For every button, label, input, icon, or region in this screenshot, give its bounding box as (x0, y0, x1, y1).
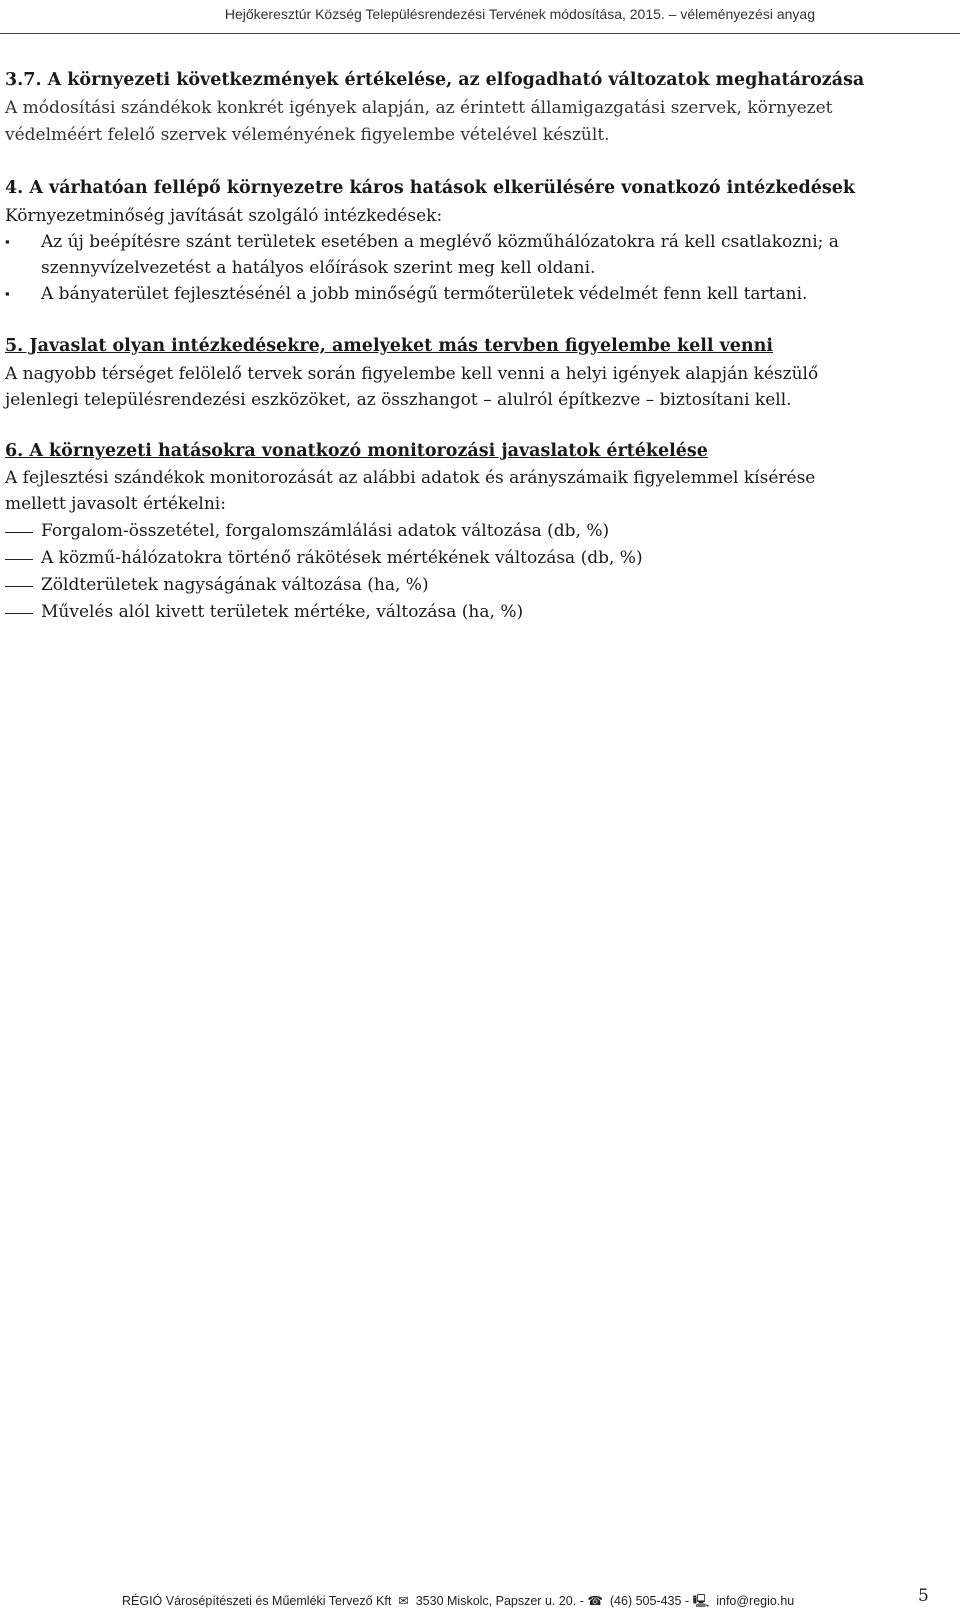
dash-bullet-icon (5, 532, 33, 533)
section-4-bullet-1-line-2: szennyvízelvezetést a hatályos előírások szerint meg kell oldani. (41, 258, 596, 278)
section-4-bullet-1-line-1: Az új beépítésre szánt területek esetében a meglévő közműhálózatokra rá kell csatlakozni; a (41, 232, 839, 252)
section-6-item-1: Forgalom-összetétel, forgalomszámlálási adatok változása (db, %) (41, 521, 610, 541)
square-bullet-icon: ▪ (5, 234, 10, 249)
section-3-7-heading: 3.7. A környezeti következmények értékelése, az elfogadható változatok meghatározása (5, 70, 865, 90)
dash-bullet-icon (5, 586, 33, 587)
dash-bullet-icon (5, 613, 33, 614)
section-5-line-2: jelenlegi településrendezési eszközöket, az összhangot – alulról építkezve – biztosítani kell. (5, 390, 792, 410)
page-footer (0, 1584, 960, 1617)
section-6-item-3: Zöldterületek nagyságának változása (ha, %) (41, 575, 429, 595)
footer-company: RÉGIÓ Városépítészeti és Műemléki Tervező Kft (122, 1594, 392, 1608)
section-6-item-4: Művelés alól kivett területek mértéke, változása (ha, %) (41, 602, 524, 622)
page-header (0, 0, 960, 34)
footer-email[interactable]: info@regio.hu (716, 1594, 795, 1608)
section-3-7-line-2: védelméért felelő szervek véleményének figyelembe vételével készült. (5, 125, 610, 145)
footer-phone: (46) 505-435 (609, 1594, 682, 1608)
computer-icon: 🖳 (692, 1594, 713, 1608)
footer-address: 3530 Miskolc, Papszer u. 20. (415, 1594, 577, 1608)
section-5-heading: 5. Javaslat olyan intézkedésekre, amelyeket más tervben figyelembe kell venni (5, 336, 773, 356)
square-bullet-icon: ▪ (5, 286, 10, 301)
section-4-heading: 4. A várhatóan fellépő környezetre káros hatások elkerülésére vonatkozó intézkedések (5, 178, 855, 198)
page-number: 5 (918, 1586, 929, 1606)
section-6-line-1: A fejlesztési szándékok monitorozását az alábbi adatok és arányszámaik figyelemmel kísérése (5, 468, 816, 488)
section-3-7-line-1: A módosítási szándékok konkrét igények alapján, az érintett államigazgatási szervek, környezet (5, 98, 833, 118)
envelope-icon: ✉ (394, 1594, 413, 1608)
section-6-heading: 6. A környezeti hatásokra vonatkozó monitorozási javaslatok értékelése (5, 441, 708, 461)
section-5-line-1: A nagyobb térséget felölelő tervek során figyelembe kell venni a helyi igények alapján készülő (5, 364, 819, 384)
section-4-bullet-2: A bányaterület fejlesztésénél a jobb minőségű termőterületek védelmét fenn kell tartani. (41, 284, 808, 304)
dash-bullet-icon (5, 559, 33, 560)
phone-icon: ☎ (587, 1594, 607, 1608)
section-6-line-2: mellett javasolt értékelni: (5, 494, 226, 514)
section-6-item-2: A közmű-hálózatokra történő rákötések mértékének változása (db, %) (41, 548, 643, 568)
footer-contact: RÉGIÓ Városépítészeti és Műemléki Tervező Kft ✉ 3530 Miskolc, Papszer u. 20. - ☎ (46) 505-435 - 🖳 info@regio.hu (122, 1594, 795, 1608)
running-title: Hejőkeresztúr Község Településrendezési Tervének módosítása, 2015. – véleményezési anyag (224, 6, 815, 22)
section-4-intro: Környezetminőség javítását szolgáló intézkedések: (5, 206, 443, 226)
